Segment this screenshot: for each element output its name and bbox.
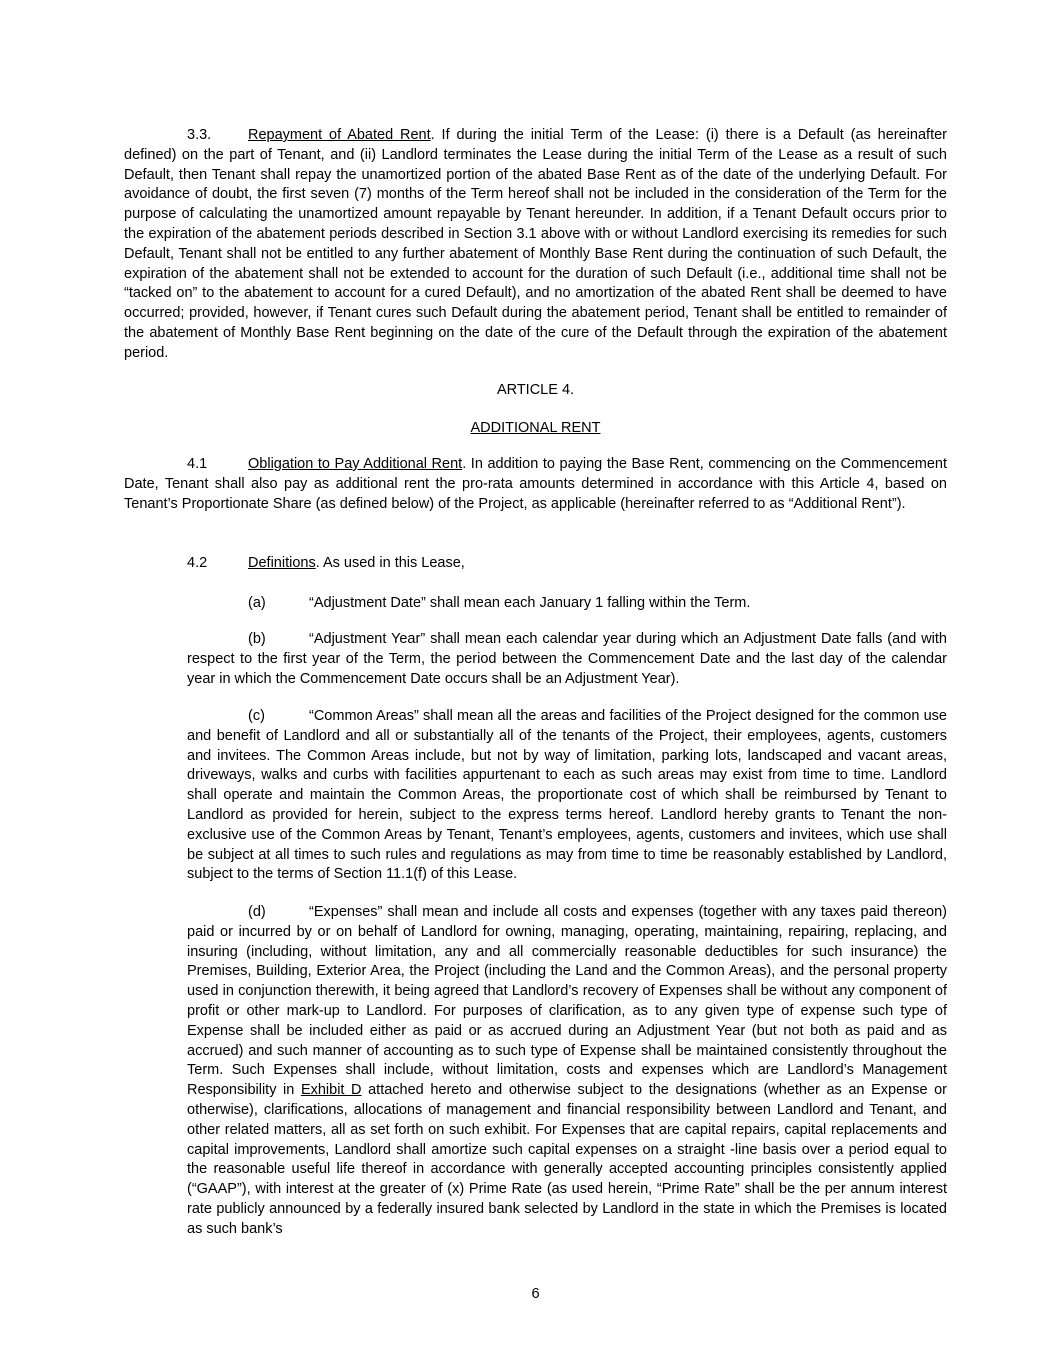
item-label: (d) [248,904,266,920]
section-number: 3.3. [187,127,212,143]
section-body: . As used in this Lease, [315,555,465,571]
section-heading: Repayment of Abated Rent [248,127,431,143]
section-body: . In addition to paying the Base Rent, commencing on the Commencement Date, Tenant shall also pay as additional rent the pro-rata amounts determined in accordance with this Article 4, based on Tenant’s Proportionate Share (as defined below) of the Project, as applicable (hereinafter referred to as “Additional Rent”). [124,456,947,512]
article-title: ARTICLE 4. [496,382,575,398]
item-text: “Adjustment Year” shall mean each calendar year during which an Adjustment Date falls (and with respect to the first year of the Term, the period between the Commencement Date and the last day of the calendar year in which the Commencement Date occurs shall be an Adjustment Year). [187,631,947,687]
section-heading: Definitions [248,555,316,571]
item-text: “Adjustment Date” shall mean each January 1 falling within the Term. [309,595,751,611]
page-number: 6 [531,1286,540,1302]
item-label: (a) [248,595,266,611]
item-label: (c) [248,708,265,724]
definition-item-c [187,707,947,885]
definition-item-b [187,630,947,689]
definition-item-d [187,903,947,1240]
section-3-3 [124,126,947,364]
item-text-before: “Expenses” shall mean and include all costs and expenses (together with any taxes paid thereon) paid or incurred by or on behalf of Landlord for owning, managing, operating, maintaining, repairing, replacing, and insuring (including, without limitation, any and all commercially reasonable deductibles for such insurance) the Premises, Building, Exterior Area, the Project (including the Land and the Common Areas), and the personal property used in conjunction therewith, it being agreed that Landlord’s recovery of Expenses shall be without any component of profit or other mark-up to Landlord. For purposes of clarification, as to any given type of expense such type of Expense shall be included either as paid or as accrued during an Adjustment Year (but not both as paid and as accrued) and such manner of accounting as to such type of Expense shall be maintained consistently throughout the Term. Such Expenses shall include, without limitation, costs and expenses which are Landlord’s Management Responsibility in [187,904,947,1099]
exhibit-d-reference: Exhibit D [300,1082,362,1099]
item-text-after: attached hereto and otherwise subject to the designations (whether as an Expense or otherwise), clarifications, allocations of management and financial responsibility between Landlord and Tenant, and other related matters, all as set forth on such exhibit. For Expenses that are capital repairs, capital replacements and capital improvements, Landlord shall amortize such capital expenses on a straight -line basis over a period equal to the reasonable useful life thereof in accordance with generally accepted accounting principles consistently applied (“GAAP”), with interest at the greater of (x) Prime Rate (as used herein, “Prime Rate” shall be the per annum interest rate publicly announced by a federally insured bank selected by Landlord in the state in which the Premises is located as such bank’s [187,1082,947,1237]
section-4-2 [187,554,465,574]
section-number: 4.2 [187,555,208,571]
definition-item-a [187,594,947,614]
section-4-1 [124,455,947,514]
section-body: . If during the initial Term of the Lease: (i) there is a Default (as hereinafter defined) on the part of Tenant, and (ii) Landlord terminates the Lease during the initial Term of the Lease as a result of such Default, then Tenant shall repay the unamortized portion of the abated Base Rent as of the date of the underlying Default. For avoidance of doubt, the first seven (7) months of the Term hereof shall not be included in the consideration of the Term for the purpose of calculating the unamortized amount repayable by Tenant hereunder. In addition, if a Tenant Default occurs prior to the expiration of the abatement periods described in Section 3.1 above with or without Landlord exercising its remedies for such Default, Tenant shall not be entitled to any further abatement of Monthly Base Rent during the continuation of such Default, the expiration of the abatement shall not be extended to account for the duration of such Default (i.e., additional time shall not be “tacked on” to the abatement to account for a cured Default), and no amortization of the abated Rent shall be deemed to have occurred; provided, however, if Tenant cures such Default during the abatement period, Tenant shall be entitled to remainder of the abatement of Monthly Base Rent beginning on the date of the cure of the Default through the expiration of the abatement period. [124,127,947,361]
item-text: “Common Areas” shall mean all the areas and facilities of the Project designed for the common use and benefit of Landlord and all or substantially all of the tenants of the Project, their employees, agents, customers and invitees. The Common Areas include, but not by way of limitation, parking lots, landscaped and vacant areas, driveways, walks and curbs with facilities appurtenant to each as such areas may exist from time to time. Landlord shall operate and maintain the Common Areas, the proportionate cost of which shall be reimbursed by Tenant to Landlord as provided for herein, subject to the express terms hereof. Landlord hereby grants to Tenant the non-exclusive use of the Common Areas by Tenant, Tenant’s employees, agents, customers and invitees, which use shall be subject at all times to such rules and regulations as may from time to time be reasonably established by Landlord, subject to the terms of Section 11.1(f) of this Lease. [187,708,947,883]
section-number: 4.1 [187,456,208,472]
article-subtitle: ADDITIONAL RENT [470,420,601,436]
section-heading: Obligation to Pay Additional Rent [248,456,463,472]
item-label: (b) [248,631,266,647]
